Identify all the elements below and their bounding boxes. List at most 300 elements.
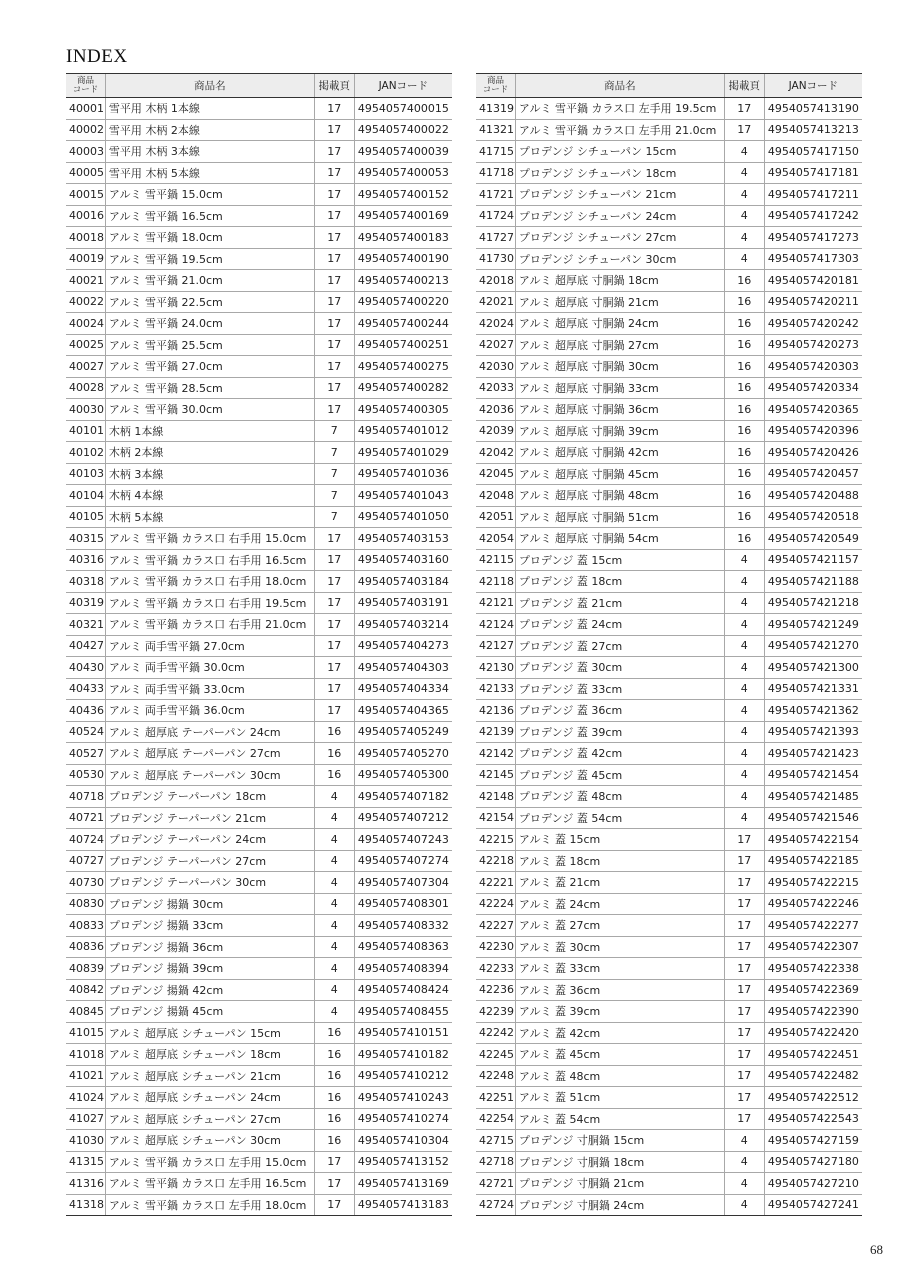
product-name: アルミ 超厚底 寸胴鍋 24cm: [515, 313, 724, 335]
jan-code: 4954057410243: [354, 1087, 452, 1109]
product-code: 42242: [476, 1022, 515, 1044]
jan-code: 4954057408455: [354, 1001, 452, 1023]
jan-code: 4954057422185: [764, 850, 862, 872]
page-ref: 16: [314, 1022, 354, 1044]
product-name: アルミ 蓋 36cm: [515, 979, 724, 1001]
page-ref: 17: [724, 979, 764, 1001]
jan-code: 4954057400015: [354, 98, 452, 120]
product-code: 42154: [476, 807, 515, 829]
product-code: 40833: [66, 915, 105, 937]
table-row: [476, 162, 862, 184]
table-row: [476, 1001, 862, 1023]
product-name: アルミ 超厚底 寸胴鍋 21cm: [515, 291, 724, 313]
table-row: [66, 829, 452, 851]
page-ref: 17: [314, 248, 354, 270]
product-name: アルミ 超厚底 シチューパン 15cm: [105, 1022, 314, 1044]
product-code: 41027: [66, 1108, 105, 1130]
product-code: 42230: [476, 936, 515, 958]
jan-code: 4954057422482: [764, 1065, 862, 1087]
jan-code: 4954057401050: [354, 506, 452, 528]
page-ref: 4: [724, 592, 764, 614]
product-code: 40724: [66, 829, 105, 851]
page-ref: 17: [724, 872, 764, 894]
jan-code: 4954057404334: [354, 678, 452, 700]
jan-code: 4954057417242: [764, 205, 862, 227]
table-row: [66, 98, 452, 120]
product-name: アルミ 超厚底 シチューパン 21cm: [105, 1065, 314, 1087]
product-name: アルミ 超厚底 寸胴鍋 54cm: [515, 528, 724, 550]
page-ref: 17: [314, 313, 354, 335]
product-name: アルミ 雪平鍋 カラス口 左手用 21.0cm: [515, 119, 724, 141]
jan-code: 4954057417303: [764, 248, 862, 270]
jan-code: 4954057422369: [764, 979, 862, 1001]
jan-code: 4954057420518: [764, 506, 862, 528]
jan-code: 4954057420396: [764, 420, 862, 442]
product-name: プロデンジ シチューパン 27cm: [515, 227, 724, 249]
page-ref: 17: [314, 162, 354, 184]
product-code: 40016: [66, 205, 105, 227]
product-code: 42054: [476, 528, 515, 550]
jan-code: 4954057420426: [764, 442, 862, 464]
product-code: 42033: [476, 377, 515, 399]
product-name: アルミ 蓋 33cm: [515, 958, 724, 980]
product-name: アルミ 雪平鍋 19.5cm: [105, 248, 314, 270]
table-row: [66, 743, 452, 765]
page-ref: 17: [724, 958, 764, 980]
product-code: 42021: [476, 291, 515, 313]
product-code: 42224: [476, 893, 515, 915]
page-ref: 4: [314, 850, 354, 872]
table-row: [66, 442, 452, 464]
product-name: アルミ 雪平鍋 カラス口 左手用 18.0cm: [105, 1194, 314, 1216]
table-row: [476, 1087, 862, 1109]
table-row: [66, 872, 452, 894]
table-row: [66, 1151, 452, 1173]
table-row: [66, 205, 452, 227]
table-row: [66, 678, 452, 700]
table-row: [66, 893, 452, 915]
jan-code: 4954057403184: [354, 571, 452, 593]
jan-code: 4954057400190: [354, 248, 452, 270]
product-code: 42042: [476, 442, 515, 464]
page-ref: 16: [724, 291, 764, 313]
table-row: [66, 463, 452, 485]
product-code: 40527: [66, 743, 105, 765]
jan-code: 4954057422338: [764, 958, 862, 980]
jan-code: 4954057400275: [354, 356, 452, 378]
product-name: プロデンジ 蓋 42cm: [515, 743, 724, 765]
jan-code: 4954057422307: [764, 936, 862, 958]
page-ref: 4: [724, 614, 764, 636]
jan-code: 4954057422246: [764, 893, 862, 915]
table-row: [66, 1022, 452, 1044]
table-row: [476, 442, 862, 464]
jan-code: 4954057410304: [354, 1130, 452, 1152]
table-row: [476, 657, 862, 679]
table-row: [476, 463, 862, 485]
jan-code: 4954057420488: [764, 485, 862, 507]
jan-code: 4954057422512: [764, 1087, 862, 1109]
jan-code: 4954057404365: [354, 700, 452, 722]
product-code: 40845: [66, 1001, 105, 1023]
product-code: 40839: [66, 958, 105, 980]
table-row: [66, 399, 452, 421]
table-row: [66, 141, 452, 163]
page-ref: 17: [724, 829, 764, 851]
product-name: アルミ 超厚底 シチューパン 24cm: [105, 1087, 314, 1109]
product-code: 42227: [476, 915, 515, 937]
page-ref: 17: [724, 893, 764, 915]
page-ref: 4: [724, 1194, 764, 1216]
table-row: [66, 356, 452, 378]
jan-code: 4954057400244: [354, 313, 452, 335]
product-code: 41315: [66, 1151, 105, 1173]
page-ref: 17: [314, 678, 354, 700]
table-row: [476, 807, 862, 829]
product-code: 42121: [476, 592, 515, 614]
product-code: 41021: [66, 1065, 105, 1087]
product-name: アルミ 雪平鍋 15.0cm: [105, 184, 314, 206]
table-row: [476, 248, 862, 270]
table-row: [476, 205, 862, 227]
product-code: 42251: [476, 1087, 515, 1109]
page-ref: 4: [724, 205, 764, 227]
page-ref: 16: [724, 506, 764, 528]
jan-code: 4954057400169: [354, 205, 452, 227]
jan-code: 4954057427180: [764, 1151, 862, 1173]
product-name: アルミ 雪平鍋 16.5cm: [105, 205, 314, 227]
page-ref: 4: [314, 1001, 354, 1023]
product-code: 40718: [66, 786, 105, 808]
product-code: 40433: [66, 678, 105, 700]
page-ref: 4: [724, 571, 764, 593]
product-code: 41018: [66, 1044, 105, 1066]
product-code: 40024: [66, 313, 105, 335]
table-row: [66, 334, 452, 356]
product-name: アルミ 蓋 42cm: [515, 1022, 724, 1044]
jan-code: 4954057403191: [354, 592, 452, 614]
product-name: アルミ 雪平鍋 27.0cm: [105, 356, 314, 378]
product-code: 41318: [66, 1194, 105, 1216]
product-name: アルミ 超厚底 寸胴鍋 27cm: [515, 334, 724, 356]
product-code: 42248: [476, 1065, 515, 1087]
page-ref: 17: [314, 1151, 354, 1173]
table-row: [476, 1151, 862, 1173]
table-row: [476, 678, 862, 700]
table-row: [66, 313, 452, 335]
product-name: アルミ 蓋 27cm: [515, 915, 724, 937]
table-row: [476, 1108, 862, 1130]
table-row: [66, 1194, 452, 1216]
table-row: [476, 872, 862, 894]
product-name: アルミ 雪平鍋 24.0cm: [105, 313, 314, 335]
product-code: 42118: [476, 571, 515, 593]
product-name: プロデンジ 寸胴鍋 15cm: [515, 1130, 724, 1152]
jan-code: 4954057410274: [354, 1108, 452, 1130]
product-code: 42027: [476, 334, 515, 356]
page-ref: 7: [314, 485, 354, 507]
product-code: 40836: [66, 936, 105, 958]
product-name: 木柄 1本線: [105, 420, 314, 442]
page-ref: 16: [724, 313, 764, 335]
page-ref: 4: [724, 227, 764, 249]
page-ref: 17: [724, 1108, 764, 1130]
header-jan-code: JANコード: [764, 74, 862, 98]
table-row: [66, 119, 452, 141]
jan-code: 4954057405300: [354, 764, 452, 786]
table-row: [476, 420, 862, 442]
product-name: アルミ 超厚底 寸胴鍋 33cm: [515, 377, 724, 399]
product-name: プロデンジ 蓋 15cm: [515, 549, 724, 571]
product-code: 42048: [476, 485, 515, 507]
table-row: [476, 764, 862, 786]
table-row: [66, 1108, 452, 1130]
table-row: [476, 1065, 862, 1087]
product-name: プロデンジ シチューパン 21cm: [515, 184, 724, 206]
jan-code: 4954057407243: [354, 829, 452, 851]
product-name: アルミ 超厚底 寸胴鍋 39cm: [515, 420, 724, 442]
table-row: [66, 270, 452, 292]
product-name: アルミ 雪平鍋 28.5cm: [105, 377, 314, 399]
product-code: 40316: [66, 549, 105, 571]
jan-code: 4954057408363: [354, 936, 452, 958]
product-name: プロデンジ 蓋 36cm: [515, 700, 724, 722]
product-name: 雪平用 木柄 5本線: [105, 162, 314, 184]
product-name: プロデンジ 蓋 27cm: [515, 635, 724, 657]
product-code: 40427: [66, 635, 105, 657]
page-ref: 7: [314, 442, 354, 464]
page-ref: 17: [314, 700, 354, 722]
page-ref: 4: [314, 915, 354, 937]
product-code: 40315: [66, 528, 105, 550]
page-ref: 4: [724, 549, 764, 571]
jan-code: 4954057422390: [764, 1001, 862, 1023]
product-code: 40102: [66, 442, 105, 464]
product-code: 40001: [66, 98, 105, 120]
table-header-row: [66, 74, 452, 98]
table-row: [66, 571, 452, 593]
jan-code: 4954057422543: [764, 1108, 862, 1130]
table-row: [66, 506, 452, 528]
product-name: プロデンジ 揚鍋 33cm: [105, 915, 314, 937]
page-ref: 17: [724, 1022, 764, 1044]
product-code: 40018: [66, 227, 105, 249]
product-code: 40022: [66, 291, 105, 313]
product-code: 42145: [476, 764, 515, 786]
product-code: 40319: [66, 592, 105, 614]
jan-code: 4954057420457: [764, 463, 862, 485]
product-code: 40830: [66, 893, 105, 915]
table-row: [476, 549, 862, 571]
product-name: アルミ 蓋 15cm: [515, 829, 724, 851]
product-code: 40436: [66, 700, 105, 722]
table-row: [476, 485, 862, 507]
table-row: [66, 528, 452, 550]
product-code: 42254: [476, 1108, 515, 1130]
jan-code: 4954057400213: [354, 270, 452, 292]
page-ref: 4: [314, 786, 354, 808]
page-ref: 4: [724, 1173, 764, 1195]
product-name: アルミ 蓋 30cm: [515, 936, 724, 958]
product-name: アルミ 雪平鍋 カラス口 左手用 19.5cm: [515, 98, 724, 120]
index-table-right: [476, 73, 862, 1216]
jan-code: 4954057421157: [764, 549, 862, 571]
product-code: 40101: [66, 420, 105, 442]
product-code: 42215: [476, 829, 515, 851]
table-row: [66, 248, 452, 270]
product-name: プロデンジ テーパーパン 21cm: [105, 807, 314, 829]
product-name: アルミ 蓋 39cm: [515, 1001, 724, 1023]
product-name: プロデンジ 蓋 54cm: [515, 807, 724, 829]
product-code: 40318: [66, 571, 105, 593]
jan-code: 4954057413183: [354, 1194, 452, 1216]
product-name: プロデンジ 蓋 45cm: [515, 764, 724, 786]
product-code: 41030: [66, 1130, 105, 1152]
table-row: [476, 936, 862, 958]
page-ref: 4: [724, 248, 764, 270]
product-code: 40721: [66, 807, 105, 829]
page-ref: 16: [724, 528, 764, 550]
jan-code: 4954057400251: [354, 334, 452, 356]
jan-code: 4954057400183: [354, 227, 452, 249]
product-name: アルミ 雪平鍋 カラス口 右手用 15.0cm: [105, 528, 314, 550]
jan-code: 4954057410182: [354, 1044, 452, 1066]
product-name: 雪平用 木柄 2本線: [105, 119, 314, 141]
page-ref: 16: [724, 399, 764, 421]
table-row: [476, 1130, 862, 1152]
header-product-name: 商品名: [515, 74, 724, 98]
product-name: アルミ 蓋 24cm: [515, 893, 724, 915]
page-ref: 17: [724, 1087, 764, 1109]
page-ref: 17: [314, 592, 354, 614]
page-ref: 16: [314, 1065, 354, 1087]
product-name: プロデンジ 寸胴鍋 18cm: [515, 1151, 724, 1173]
table-row: [476, 334, 862, 356]
jan-code: 4954057417211: [764, 184, 862, 206]
jan-code: 4954057400053: [354, 162, 452, 184]
product-name: アルミ 超厚底 寸胴鍋 36cm: [515, 399, 724, 421]
product-name: プロデンジ シチューパン 18cm: [515, 162, 724, 184]
page-ref: 7: [314, 463, 354, 485]
header-product-code: 商品 コード: [66, 74, 105, 98]
product-name: プロデンジ 揚鍋 39cm: [105, 958, 314, 980]
product-name: アルミ 雪平鍋 カラス口 左手用 16.5cm: [105, 1173, 314, 1195]
jan-code: 4954057400022: [354, 119, 452, 141]
page-ref: 17: [724, 1001, 764, 1023]
product-name: アルミ 雪平鍋 カラス口 左手用 15.0cm: [105, 1151, 314, 1173]
table-row: [476, 700, 862, 722]
page-ref: 16: [314, 764, 354, 786]
jan-code: 4954057413213: [764, 119, 862, 141]
product-name: プロデンジ テーパーパン 18cm: [105, 786, 314, 808]
product-code: 40021: [66, 270, 105, 292]
jan-code: 4954057420365: [764, 399, 862, 421]
product-code: 41724: [476, 205, 515, 227]
table-row: [476, 592, 862, 614]
jan-code: 4954057421218: [764, 592, 862, 614]
product-name: アルミ 両手雪平鍋 27.0cm: [105, 635, 314, 657]
page-ref: 4: [724, 764, 764, 786]
jan-code: 4954057421423: [764, 743, 862, 765]
page-ref: 17: [314, 635, 354, 657]
product-code: 40002: [66, 119, 105, 141]
product-code: 40025: [66, 334, 105, 356]
table-row: [66, 635, 452, 657]
product-code: 40028: [66, 377, 105, 399]
product-code: 40015: [66, 184, 105, 206]
product-code: 40530: [66, 764, 105, 786]
table-row: [476, 1044, 862, 1066]
table-row: [66, 764, 452, 786]
table-row: [66, 786, 452, 808]
page-ref: 17: [314, 227, 354, 249]
product-name: アルミ 超厚底 シチューパン 27cm: [105, 1108, 314, 1130]
page-ref: 4: [314, 829, 354, 851]
jan-code: 4954057400282: [354, 377, 452, 399]
page-ref: 16: [724, 463, 764, 485]
table-row: [66, 936, 452, 958]
product-code: 42115: [476, 549, 515, 571]
product-code: 42721: [476, 1173, 515, 1195]
table-row: [476, 1173, 862, 1195]
jan-code: 4954057408332: [354, 915, 452, 937]
jan-code: 4954057427210: [764, 1173, 862, 1195]
table-row: [476, 119, 862, 141]
table-row: [66, 1130, 452, 1152]
product-name: プロデンジ 揚鍋 42cm: [105, 979, 314, 1001]
product-name: アルミ 両手雪平鍋 30.0cm: [105, 657, 314, 679]
product-name: アルミ 雪平鍋 カラス口 右手用 19.5cm: [105, 592, 314, 614]
page-ref: 4: [724, 657, 764, 679]
product-name: アルミ 雪平鍋 21.0cm: [105, 270, 314, 292]
page-ref: 17: [314, 528, 354, 550]
page-ref: 4: [314, 936, 354, 958]
table-row: [476, 850, 862, 872]
page-ref: 16: [724, 334, 764, 356]
table-row: [476, 227, 862, 249]
product-name: アルミ 蓋 48cm: [515, 1065, 724, 1087]
page-ref: 4: [724, 807, 764, 829]
page-ref: 17: [314, 614, 354, 636]
product-code: 41727: [476, 227, 515, 249]
product-name: アルミ 超厚底 テーパーパン 27cm: [105, 743, 314, 765]
page-ref: 4: [724, 141, 764, 163]
jan-code: 4954057420549: [764, 528, 862, 550]
product-code: 42127: [476, 635, 515, 657]
jan-code: 4954057421188: [764, 571, 862, 593]
product-name: プロデンジ テーパーパン 27cm: [105, 850, 314, 872]
product-name: アルミ 雪平鍋 カラス口 右手用 21.0cm: [105, 614, 314, 636]
product-name: プロデンジ シチューパン 24cm: [515, 205, 724, 227]
product-code: 42039: [476, 420, 515, 442]
product-name: アルミ 超厚底 寸胴鍋 45cm: [515, 463, 724, 485]
jan-code: 4954057408424: [354, 979, 452, 1001]
jan-code: 4954057407274: [354, 850, 452, 872]
product-name: 木柄 2本線: [105, 442, 314, 464]
jan-code: 4954057400220: [354, 291, 452, 313]
product-name: アルミ 雪平鍋 25.5cm: [105, 334, 314, 356]
product-name: プロデンジ 蓋 18cm: [515, 571, 724, 593]
product-name: アルミ 超厚底 シチューパン 18cm: [105, 1044, 314, 1066]
page-ref: 4: [724, 743, 764, 765]
jan-code: 4954057421362: [764, 700, 862, 722]
table-header-row: [476, 74, 862, 98]
jan-code: 4954057403160: [354, 549, 452, 571]
page-ref: 17: [314, 98, 354, 120]
jan-code: 4954057400152: [354, 184, 452, 206]
product-name: アルミ 超厚底 寸胴鍋 18cm: [515, 270, 724, 292]
product-name: 雪平用 木柄 3本線: [105, 141, 314, 163]
